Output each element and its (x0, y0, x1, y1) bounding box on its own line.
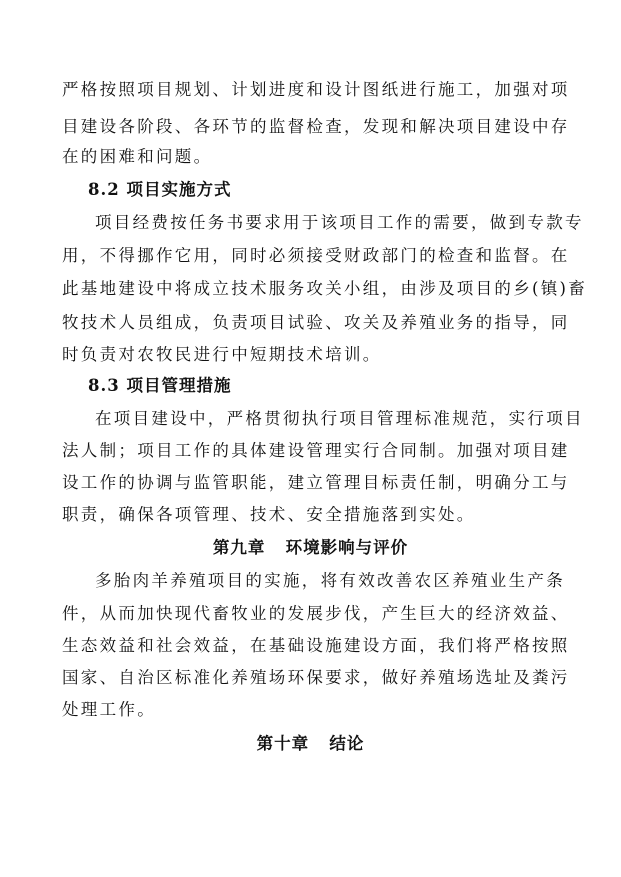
paragraph-line: 处理工作。 (62, 700, 156, 719)
paragraph-line: 职责，确保各项管理、技术、安全措施落到实处。 (62, 505, 476, 524)
paragraph-line: 生态效益和社会效益，在基础设施建设方面，我们将严格按照 (62, 636, 570, 655)
paragraph-line: 严格按照项目规划、计划进度和设计图纸进行施工，加强对项 (62, 80, 570, 99)
paragraph-line: 法人制；项目工作的具体建设管理实行合同制。加强对项目建 (62, 441, 570, 460)
paragraph-line: 国家、自治区标准化养殖场环保要求，做好养殖场选址及粪污 (62, 668, 570, 687)
chapter-title-9: 第九章 环境影响与评价 (212, 538, 409, 557)
paragraph-line: 目建设各阶段、各环节的监督检查，发现和解决项目建设中存 (62, 117, 570, 136)
chapter-title-10: 第十章 结论 (256, 734, 365, 753)
paragraph-line: 多胎肉羊养殖项目的实施，将有效改善农区养殖业生产条 (95, 571, 565, 590)
paragraph-line: 此基地建设中将成立技术服务攻关小组，由涉及项目的乡(镇)畜 (62, 279, 588, 298)
paragraph-line: 设工作的协调与监管职能，建立管理目标责任制，明确分工与 (62, 473, 570, 492)
section-heading-8-3: 8.3 项目管理措施 (88, 376, 232, 395)
paragraph-line: 牧技术人员组成，负责项目试验、攻关及养殖业务的指导，同 (62, 313, 570, 332)
paragraph-line: 在项目建设中，严格贯彻执行项目管理标准规范，实行项目 (95, 409, 584, 428)
paragraph-line: 时负责对农牧民进行中短期技术培训。 (62, 345, 382, 364)
paragraph-line: 在的困难和问题。 (62, 147, 213, 166)
paragraph-line: 项目经费按任务书要求用于该项目工作的需要，做到专款专 (95, 213, 584, 232)
paragraph-line: 用，不得挪作它用，同时必须接受财政部门的检查和监督。在 (62, 246, 570, 265)
paragraph-line: 件，从而加快现代畜牧业的发展步伐，产生巨大的经济效益、 (62, 604, 570, 623)
section-heading-8-2: 8.2 项目实施方式 (88, 180, 232, 199)
